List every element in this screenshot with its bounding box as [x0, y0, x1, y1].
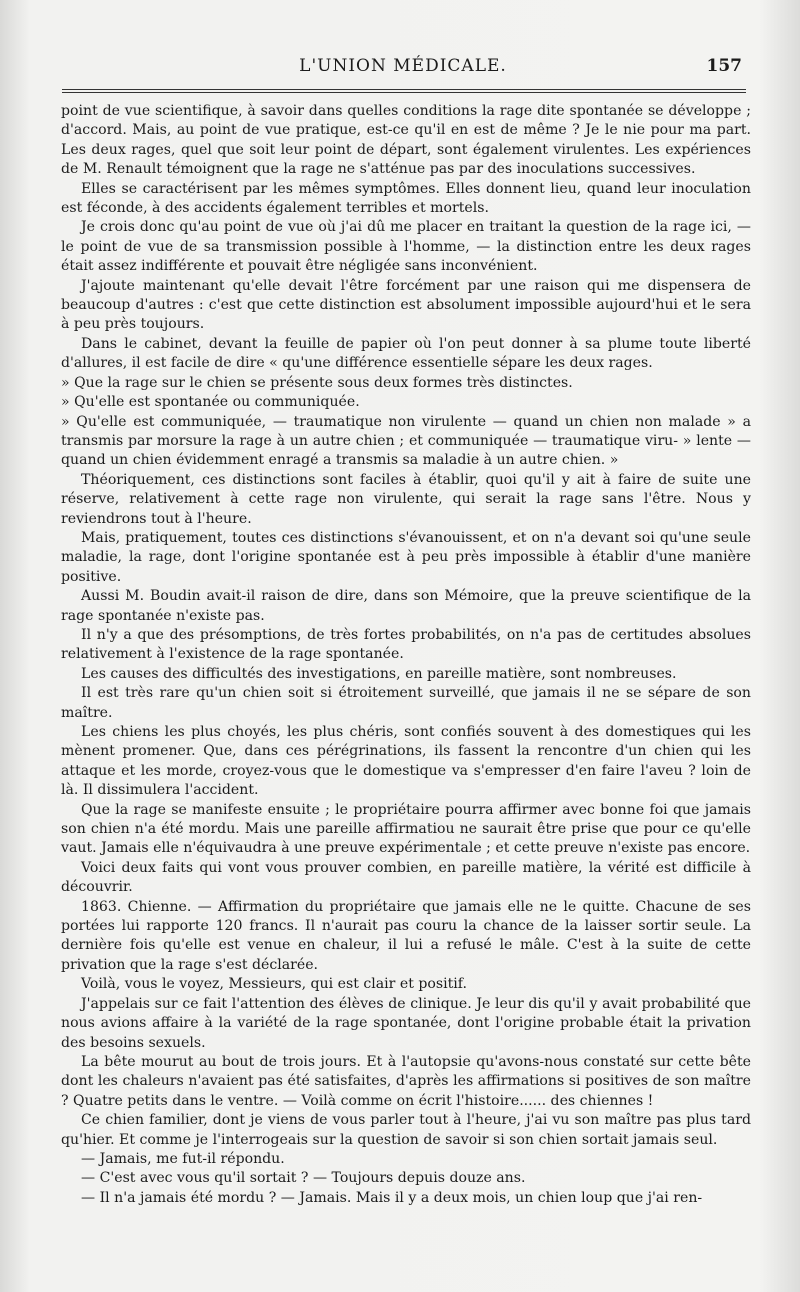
paragraph: Il est très rare qu'un chien soit si étroitement surveillé, que jamais il ne se sépare de son maître. [61, 685, 751, 721]
paragraph: point de vue scientifique, à savoir dans quelles conditions la rage dite spontanée se développe ; d'accord. Mais, au point de vue pratique, est-ce qu'il en est de même ? Je le nie pour ma part. Les deux rages, quel que soit leur point de départ, sont également virulentes. Les expériences de M. Renault témoignent que la rage ne s'atténue pas par des inoculations successives. [61, 103, 751, 178]
page-number: 157 [706, 56, 742, 76]
quoted-paragraph: » Qu'elle est communiquée, — traumatique non virulente — quand un chien non malade » a transmis par morsure la rage à un autre chien ; et communiquée — traumatique viru- » lente — quand un chien évidemment enragé a transmis sa maladie à un autre chien. » [61, 413, 751, 469]
paragraph: Dans le cabinet, devant la feuille de papier où l'on peut donner à sa plume toute liberté d'allures, il est facile de dire « qu'une différence essentielle sépare les deux rages. [61, 335, 751, 372]
running-title: L'UNION MÉDICALE. [299, 56, 507, 76]
paragraph: Elles se caractérisent par les mêmes symptômes. Elles donnent lieu, quand leur inoculation est féconde, à des accidents également terribles et mortels. [61, 180, 751, 217]
dialogue-line: — C'est avec vous qu'il sortait ? — Toujours depuis douze ans. [81, 1170, 526, 1187]
paragraph: Ce chien familier, dont je viens de vous parler tout à l'heure, j'ai vu son maître pas plus tard qu'hier. Et comme je l'interrogeais sur la question de savoir si son chien sortait jamais seul. [61, 1112, 751, 1148]
dialogue-line: — Jamais, me fut-il répondu. [81, 1150, 285, 1167]
paragraph: Les chiens les plus choyés, les plus chéris, sont confiés souvent à des domestiques qui les mènent promener. Que, dans ces pérégrinations, ils fassent la rencontre d'un chien qui les attaque et les morde, croyez-vous que le domestique va s'empresser d'en faire l'aveu ? loin de là. Il dissimulera l'accident. [61, 724, 751, 799]
paragraph: Voilà, vous le voyez, Messieurs, qui est clair et positif. [81, 976, 467, 993]
paragraph: Il n'y a que des présomptions, de très fortes probabilités, on n'a pas de certitudes absolues relativement à l'existence de la rage spontanée. [61, 626, 751, 663]
page-header [60, 52, 746, 84]
dialogue-line: — Il n'a jamais été mordu ? — Jamais. Mais il y a deux mois, un chien loup que j'ai ren- [81, 1189, 703, 1206]
quoted-paragraph: » Qu'elle est spontanée ou communiquée. [61, 394, 360, 411]
paragraph: Aussi M. Boudin avait-il raison de dire, dans son Mémoire, que la preuve scientifique de la rage spontanée n'existe pas. [61, 588, 751, 624]
paragraph: Que la rage se manifeste ensuite ; le propriétaire pourra affirmer avec bonne foi que jamais son chien n'a été mordu. Mais une pareille affirmatiou ne saurait être prise que pour ce qu'elle vaut. Jamais elle n'équivaudra à une preuve expérimentale ; et cette preuve n'existe pas encore. [61, 801, 751, 857]
paragraph: J'appelais sur ce fait l'attention des élèves de clinique. Je leur dis qu'il y avait probabilité que nous avions affaire à la variété de la rage spontanée, dont l'origine probable était la privation des besoins sexuels. [61, 995, 751, 1051]
body-text [61, 102, 751, 1208]
paragraph: Mais, pratiquement, toutes ces distinctions s'évanouissent, et on n'a devant soi qu'une seule maladie, la rage, dont l'origine spontanée est à peu près impossible à établir d'une manière positive. [61, 529, 751, 585]
paragraph: Voici deux faits qui vont vous prouver combien, en pareille matière, la vérité est difficile à découvrir. [61, 859, 751, 896]
paragraph: Les causes des difficultés des investigations, en pareille matière, sont nombreuses. [81, 665, 677, 682]
header-rule [62, 89, 746, 93]
paragraph: Je crois donc qu'au point de vue où j'ai dû me placer en traitant la question de la rage ici, — le point de vue de sa transmission possible à l'homme, — la distinction entre les deux rages était assez indifférente et pouvait être négligée sans inconvénient. [61, 219, 751, 275]
quoted-paragraph: » Que la rage sur le chien se présente sous deux formes très distinctes. [61, 374, 573, 391]
paragraph: J'ajoute maintenant qu'elle devait l'être forcément par une raison qui me dispensera de beaucoup d'autres : c'est que cette distinction est absolument impossible aujourd'hui et le sera à peu près toujours. [61, 277, 751, 333]
paragraph: La bête mourut au bout de trois jours. Et à l'autopsie qu'avons-nous constaté sur cette bête dont les chaleurs n'avaient pas été satisfaites, d'après les affirmations si positives de son maître ? Quatre petits dans le ventre. — Voilà comme on écrit l'histoire...... des chiennes ! [61, 1053, 751, 1109]
paragraph: 1863. Chienne. — Affirmation du propriétaire que jamais elle ne le quitte. Chacune de ses portées lui rapporte 120 francs. Il n'aurait pas couru la chance de la laisser sortir seule. La dernière fois qu'elle est venue en chaleur, il lui a refusé le mâle. C'est à la suite de cette privation que la rage s'est déclarée. [61, 898, 751, 973]
paragraph: Théoriquement, ces distinctions sont faciles à établir, quoi qu'il y ait à faire de suite une réserve, relativement à cette rage non virulente, qui serait la rage sans l'être. Nous y reviendrons tout à l'heure. [61, 471, 751, 527]
